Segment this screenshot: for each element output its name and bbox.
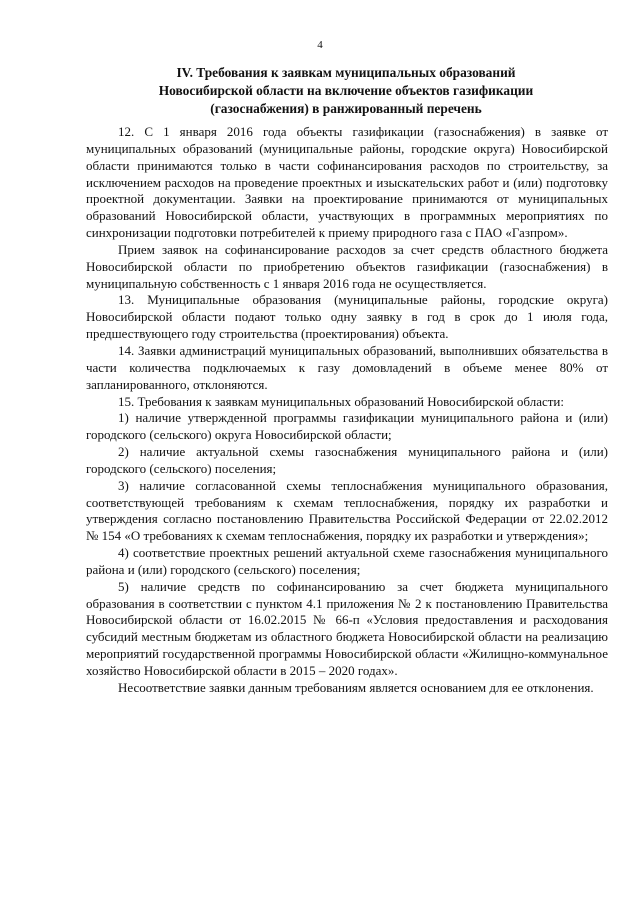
body-text — [86, 124, 608, 697]
requirement-item-1: 1) наличие утвержденной программы газификации муниципального района и (или) городского (сельского) округа Новосибирской области; — [86, 410, 608, 443]
paragraph-acquisition-note: Прием заявок на софинансирование расходов за счет средств областного бюджета Новосибирской области по приобретению объектов газификации (газоснабжения) в муниципальную собственность с 1 января 2016 года не осуществляется. — [86, 241, 608, 291]
heading-line-2: Новосибирской области на включение объектов газификации — [158, 83, 534, 98]
paragraph-rejection-note: Несоответствие заявки данным требованиям является основанием для ее отклонения. — [118, 679, 594, 695]
section-heading — [86, 64, 606, 118]
requirement-item-5: 5) наличие средств по софинансированию за счет бюджета муниципального образования в соответствии с пунктом 4.1 приложения № 2 к постановлению Правительства Новосибирской области от 16.02.2015 № 66-п «Условия предоставления и расходования субсидий местным бюджетам из областного бюджета Новосибирской области на реализацию мероприятий государственной программы Новосибирской области «Жилищно-коммунальное хозяйство Новосибирской области в 2015 – 2020 годах». — [86, 578, 608, 678]
paragraph-12: 12. С 1 января 2016 года объекты газификации (газоснабжения) в заявке от муниципальных образований (муниципальные районы, городские округа) Новосибирской области принимаются только в части софинансирования расходов по строительству, за исключением расходов на проведение проектных и изыскательских работ и (или) подготовку проектной документации. Заявки на проектирование принимаются от муниципальных образований Новосибирской области, участвующих в программных мероприятиях по синхронизации подготовки потребителей к приему природного газа с ПАО «Газпром». — [86, 124, 608, 241]
paragraph-13: 13. Муниципальные образования (муниципальные районы, городские округа) Новосибирской области подают только одну заявку в год в срок до 1 июля года, предшествующего году строительства (проектирования) объекта. — [86, 292, 608, 342]
paragraph-14: 14. Заявки администраций муниципальных образований, выполнивших обязательства в части количества подключаемых к газу домовладений в объеме менее 80% от запланированного, отклоняются. — [86, 342, 608, 392]
heading-line-1: IV. Требования к заявкам муниципальных образований — [176, 65, 516, 80]
requirement-item-2: 2) наличие актуальной схемы газоснабжения муниципального района и (или) городского (сельского) поселения; — [86, 444, 608, 476]
heading-line-3: (газоснабжения) в ранжированный перечень — [210, 101, 482, 116]
requirement-item-3: 3) наличие согласованной схемы теплоснабжения муниципального образования, соответствующей требованиям к схемам теплоснабжения, порядку их разработки и утверждения согласно постановлению Правительства Российской Федерации от 22.02.2012 № 154 «О требованиях к схемам теплоснабжения, порядку их разработки и утверждения»; — [86, 477, 608, 544]
requirement-item-4: 4) соответствие проектных решений актуальной схеме газоснабжения муниципального района и (или) городского (сельского) поселения; — [86, 545, 608, 577]
page-number: 4 — [317, 39, 323, 51]
paragraph-15: 15. Требования к заявкам муниципальных образований Новосибирской области: — [118, 393, 564, 409]
